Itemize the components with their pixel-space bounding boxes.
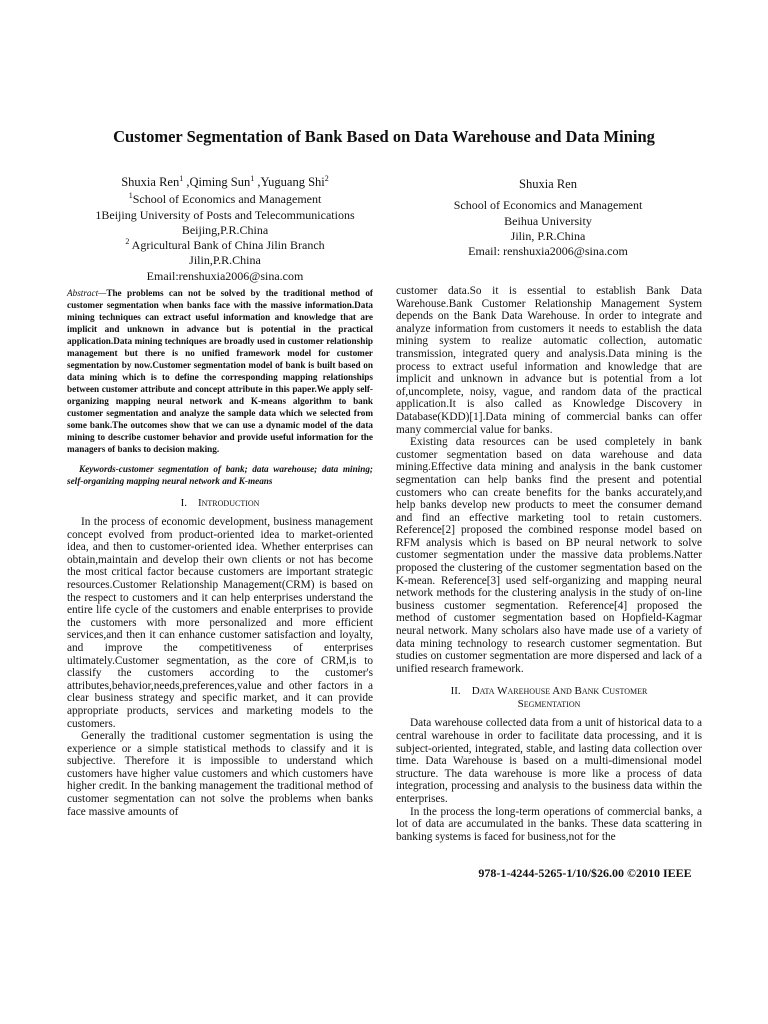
author-names: Shuxia Ren$^1$ ,Qiming Sun$^1$ ,Yuguang Shi$^2$ bbox=[121, 173, 329, 189]
affiliation-right-line1: School of Economics and Management bbox=[453, 198, 643, 213]
author-block-right bbox=[398, 177, 698, 259]
author-email-left: Email:renshuxia2006@sina.com bbox=[146, 268, 304, 283]
affiliation-1-line2: 1Beijing University of Posts and Telecommunications bbox=[95, 207, 355, 222]
affiliation-1-line3: Beijing,P.R.China bbox=[181, 222, 269, 237]
author-email-right: Email: renshuxia2006@sina.com bbox=[468, 244, 628, 259]
section-heading-introduction: I. Introduction bbox=[180, 497, 260, 509]
abstract-text: The problems can not be solved by the traditional method of customer segmentation when banks face with the massive information.Data mining techniques can extract useful information and knowledge that are implicit and unknown in advance but is potential in the practical application.Data mining techniques are broadly used in customer relationship management but there is no unified framework model for customer segmentation by now.Customer segmentation model of bank is built based on data mining which is to define the corresponding mapping relationships between customer attribute and concept attribute in this paper.We apply self-organizing mapping neural network and K-means algorithm to bank customer segmentation and analyze the sample data which we selected from some bank.The outcomes show that we can use a dynamic model of the data mining to describe customer behavior and provide useful information for the managers of banks to decision making. bbox=[67, 288, 373, 454]
intro-paragraph-2: Generally the traditional customer segmentation is using the experience or a simple statistical methods to classify and it is subjective. Therefore it is impossible to understand which customers have higher value customers and which customers have higher credit. In the banking management the traditional method of customer segmentation can not solve the problems when banks face massive amounts of bbox=[67, 730, 373, 818]
affiliation-1: $^1$School of Economics and Management bbox=[128, 191, 322, 207]
paper-title: Customer Segmentation of Bank Based on Data Warehouse and Data Mining bbox=[113, 127, 655, 146]
right-paragraph-2: Existing data resources can be used completely in bank customer segmentation based on data warehouse and data mining.Effective data mining and analysis in the bank customer segmentation can help banks find the present and potential customers who can create benefits for the banks accurately,and help banks develop new products to meet the consumer demand and find an effective marketing tool to retain customers. Reference[2] proposed the combined response model based on RFM analysis which is based on BP neural network to solve customer segmentation under the massive data problems.Natter proposed the clustering of the customer segmentation based on the K-mean. Reference[3] used self-organizing and mapping neural network methods for the clustering analysis in the study of on-line business customer segmentation. Reference[4] proposed the method of customer segmentation based on Hopfield-Kagmar neural network. Many scholars also have made use of a variety of data mining technology to research customer segmentation. But studies on customer segmentation are more dispersed and lack of a unified research framework. bbox=[396, 436, 702, 675]
affiliation-right-line2: Beihua University bbox=[504, 213, 592, 228]
author-block-left bbox=[75, 175, 375, 284]
right-paragraph-1: customer data.So it is essential to establish Bank Data Warehouse.Bank Customer Relationship Management System depends on the Bank Data Warehouse. In order to integrate and analyze information from customers it needs to establish the data mining system to realize automatic collection, automatic transmission, integrated query and analysis.Data mining is the process to extract useful information and knowledge that are implicit and unknown in advance but is potential from a lot of,uncomplete, noisy, vague, and random data of the practical application.It is also called as Knowledge Discovery in Database(KDD)[1].Data mining of commercial banks can offer many commercial value for banks. bbox=[396, 285, 702, 436]
right-column bbox=[396, 285, 702, 843]
intro-paragraph-1: In the process of economic development, business management concept evolved from product-oriented idea to market-oriented idea, and then to customer-oriented idea. Whether enterprises can obtain,maintain and develop their own clients or not has become the most critical factor because customers are important strategic resources.Customer Relationship Management(CRM) is based on the respect to customers and it can help enterprises understand the entire life cycle of the customers and enable enterprises to provide the customers with more personalized and more efficient services,and then it can enhance customer satisfaction and loyalty, and improve the competitiveness of enterprises ultimately.Customer segmentation, as the core of CRM,is to classify the customers according to the customer's attributes,behavior,needs,preferences,value and other factors in a clear business strategy and specific market, and it can provide appropriate products, services and marketing models to the customers. bbox=[67, 516, 373, 730]
author-name-right: Shuxia Ren bbox=[519, 177, 577, 191]
section2-paragraph-2: In the process the long-term operations of commercial banks, a lot of data are accumulated in the banks. These data scattering in banking systems is faced for business,not for the bbox=[396, 805, 702, 843]
keywords: Keywords-customer segmentation of bank; data warehouse; data mining; self-organizing mapping neural network and K-means bbox=[67, 464, 373, 486]
affiliation-right-line3: Jilin, P.R.China bbox=[510, 228, 586, 243]
section-heading-data-warehouse: II. Data Warehouse And Bank Customer Segmentation bbox=[450, 685, 648, 711]
abstract bbox=[67, 287, 373, 455]
abstract-lead: Abstract— bbox=[67, 288, 107, 298]
copyright-footer: 978-1-4244-5265-1/10/$26.00 ©2010 IEEE bbox=[478, 866, 692, 880]
section2-paragraph-1: Data warehouse collected data from a unit of historical data to a central warehouse in order to facilitate data processing, and it is subject-oriented, integrated, stable, and lasting data collection over time. Data Warehouse is based on a multi-dimensional model structure. The data warehouse is more like a process of data integration, processing and analysis to the business data within the enterprises. bbox=[396, 717, 702, 805]
affiliation-2: $^2$ Agricultural Bank of China Jilin Branch bbox=[125, 237, 325, 253]
affiliation-2-line2: Jilin,P.R.China bbox=[189, 253, 261, 268]
left-column bbox=[67, 287, 373, 818]
